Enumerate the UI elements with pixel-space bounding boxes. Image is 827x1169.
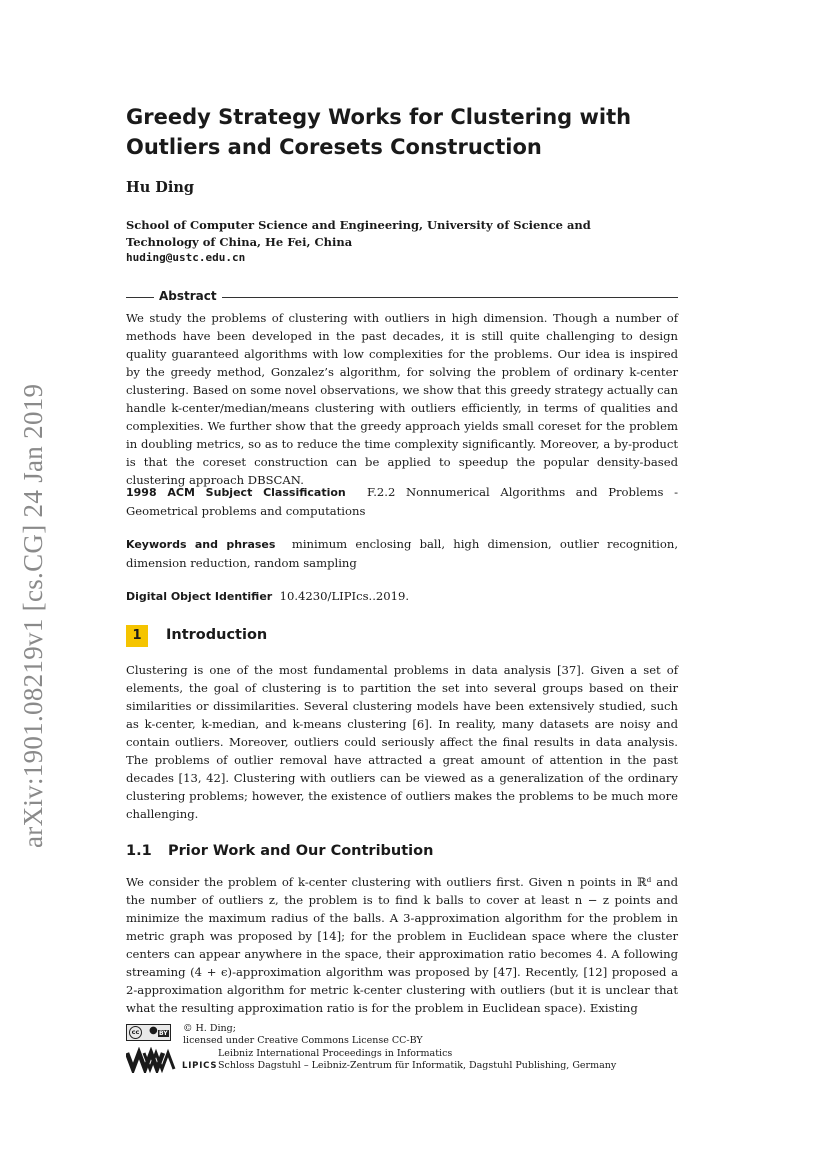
paper-title	[126, 102, 678, 162]
prior-work-text: We consider the problem of k-center clustering with outliers first. Given n points in ℝᵈ and the number of outliers z, the problem is to find k balls to cover at least n − z points and minimize the maximum radius of the balls. A 3-approximation algorithm for the problem in metric graph was proposed by [14]; for the problem in Euclidean space where the cluster centers can appear anywhere in the space, their approximation ratio becomes 4. A following streaming (4 + ϵ)-approximation algorithm was proposed by [47]. Recently, [12] proposed a 2-approximation algorithm for metric k-center clustering with outliers (but it is unclear that what the resulting approximation ratio is for the problem in Euclidean space). Existing	[126, 875, 678, 1015]
license-footer	[126, 1023, 686, 1073]
abstract-label: Abstract	[159, 289, 217, 303]
acm-value: F.2.2 Nonnumerical Algorithms and Problems - Geometrical problems and computations	[126, 485, 679, 518]
subsection-title: Prior Work and Our Contribution	[168, 843, 434, 859]
title-line-1: Greedy Strategy Works for Clustering with	[126, 105, 632, 129]
publisher-text	[218, 1048, 616, 1072]
abstract-rule-right	[222, 297, 678, 298]
abstract-rule-left	[126, 297, 154, 298]
subsection-heading	[126, 843, 678, 863]
copyright-line: © H. Ding;	[183, 1023, 236, 1034]
lipics-logo-icon	[126, 1047, 178, 1073]
keywords-label: Keywords and phrases	[126, 538, 276, 551]
arxiv-stamp: arXiv:1901.08219v1 [cs.CG] 24 Jan 2019	[18, 383, 48, 848]
license-line: licensed under Creative Commons License CC-BY	[183, 1035, 423, 1046]
doi	[126, 587, 678, 606]
cc-by-text: BY	[159, 1030, 168, 1037]
keywords-value: minimum enclosing ball, high dimension, outlier recognition, dimension reduction, random sampling	[126, 537, 679, 570]
person-icon: ●	[149, 1025, 158, 1036]
author-name: Hu Ding	[126, 179, 195, 196]
keywords	[126, 535, 678, 572]
acm-classification	[126, 483, 678, 520]
affiliation-line-2: Technology of China, He Fei, China	[126, 235, 353, 249]
doi-label: Digital Object Identifier	[126, 590, 273, 603]
abstract-heading	[126, 289, 678, 305]
publisher-line-1: Leibniz International Proceedings in Informatics	[218, 1048, 453, 1059]
affiliation-line-1: School of Computer Science and Engineering, University of Science and	[126, 218, 591, 232]
section-number-badge: 1	[126, 625, 148, 647]
acm-label: 1998 ACM Subject Classification	[126, 486, 346, 499]
doi-value[interactable]: 10.4230/LIPIcs..2019.	[279, 589, 410, 603]
lipics-wordmark: LIPICS	[182, 1061, 218, 1071]
introduction-text: Clustering is one of the most fundamental problems in data analysis [37]. Given a set of elements, the goal of clustering is to partition the set into several groups based on their similarities or dissimilarities. Several clustering models have been extensively studied, such as k-center, k-median, and k-means clustering [6]. In reality, many datasets are noisy and contain outliers. Moreover, outliers could seriously affect the final results in data analysis. The problems of outlier removal have attracted a great amount of attention in the past decades [13, 42]. Clustering with outliers can be viewed as a generalization of the ordinary clustering problems; however, the existence of outliers makes the problems to be much more challenging.	[126, 663, 678, 821]
subsection-number: 1.1	[126, 843, 152, 859]
license-text	[183, 1023, 423, 1047]
publisher-line-2: Schloss Dagstuhl – Leibniz-Zentrum für Informatik, Dagstuhl Publishing, Germany	[218, 1060, 617, 1071]
section-title: Introduction	[166, 627, 268, 643]
cc-by-license-icon[interactable]	[126, 1024, 171, 1041]
author-email[interactable]: huding@ustc.edu.cn	[126, 251, 246, 264]
affiliation	[126, 217, 678, 251]
section-heading-introduction	[126, 625, 678, 649]
title-line-2: Outliers and Coresets Construction	[126, 135, 542, 159]
cc-symbol: cc	[129, 1026, 142, 1039]
abstract-text: We study the problems of clustering with outliers in high dimension. Though a number of methods have been developed in the past decades, it is still quite challenging to design quality guaranteed algorithms with low complexities for the problems. Our idea is inspired by the greedy method, Gonzalez’s algorithm, for solving the problem of ordinary k-center clustering. Based on some novel observations, we show that this greedy strategy actually can handle k-center/median/means clustering with outliers efficiently, in terms of qualities and complexities. We further show that the greedy approach yields small coreset for the problem in doubling metrics, so as to reduce the time complexity significantly. Moreover, a by-product is that the coreset construction can be applied to speedup the popular density-based clustering approach DBSCAN.	[126, 311, 678, 487]
